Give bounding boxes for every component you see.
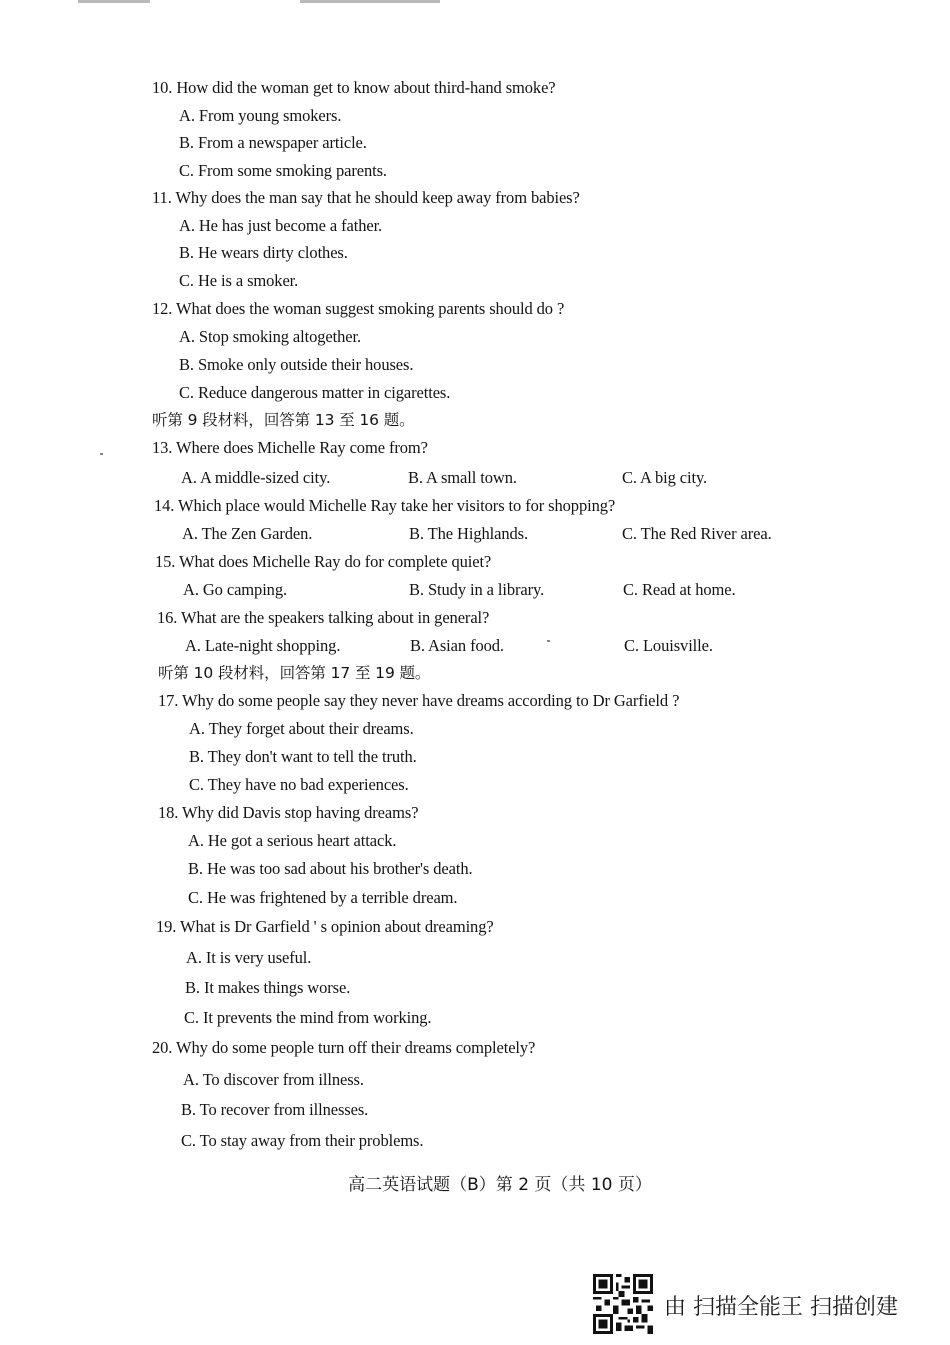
question-line: 10. How did the woman get to know about third-hand smoke? [152,78,556,97]
question-line: C. He was frightened by a terrible dream. [188,888,458,907]
section-instruction: 听第 10 段材料，回答第 17 至 19 题。 [158,664,431,682]
question-line: B. Asian food. [410,636,504,655]
page-footer: 高二英语试题（B）第 2 页（共 10 页） [348,1175,652,1195]
question-line: C. Reduce dangerous matter in cigarettes. [179,383,451,402]
scan-speck [547,640,550,642]
question-line: B. Smoke only outside their houses. [179,355,414,374]
question-line: 15. What does Michelle Ray do for complete quiet? [155,552,492,571]
scan-artifact-top-left [78,0,150,3]
question-line: C. Louisville. [624,636,713,655]
question-line: B. A small town. [408,468,517,487]
question-line: C. To stay away from their problems. [181,1131,424,1150]
question-line: A. He has just become a father. [179,216,383,235]
question-line: B. From a newspaper article. [179,133,367,152]
question-line: A. A middle-sized city. [181,468,331,487]
question-line: A. They forget about their dreams. [189,719,414,738]
question-line: A. From young smokers. [179,106,342,125]
question-line: B. It makes things worse. [185,978,351,997]
scan-artifact-top-center [300,0,440,3]
question-line: C. A big city. [622,468,708,487]
question-line: 20. Why do some people turn off their dreams completely? [152,1038,536,1057]
question-line: 11. Why does the man say that he should keep away from babies? [152,188,580,207]
question-line: 12. What does the woman suggest smoking parents should do ? [152,299,565,318]
question-line: C. It prevents the mind from working. [184,1008,432,1027]
question-line: B. Study in a library. [409,580,545,599]
question-line: A. Stop smoking altogether. [179,327,361,346]
question-line: C. The Red River area. [622,524,772,543]
question-line: A. The Zen Garden. [182,524,313,543]
qr-code-icon [592,1274,654,1334]
question-line: 18. Why did Davis stop having dreams? [158,803,419,822]
question-line: B. To recover from illnesses. [181,1100,369,1119]
question-line: A. Go camping. [183,580,287,599]
question-line: 14. Which place would Michelle Ray take her visitors to for shopping? [154,496,616,515]
question-line: A. He got a serious heart attack. [188,831,397,850]
question-line: C. They have no bad experiences. [189,775,409,794]
question-line: B. They don't want to tell the truth. [189,747,417,766]
question-line: C. From some smoking parents. [179,161,387,180]
question-line: B. He wears dirty clothes. [179,243,348,262]
question-line: C. He is a smoker. [179,271,299,290]
section-instruction: 听第 9 段材料，回答第 13 至 16 题。 [152,411,415,429]
question-line: B. The Highlands. [409,524,528,543]
question-line: C. Read at home. [623,580,736,599]
question-line: 13. Where does Michelle Ray come from? [152,438,428,457]
question-line: A. It is very useful. [186,948,312,967]
scanner-watermark: 由 扫描全能王 扫描创建 [664,1295,898,1320]
question-line: A. Late-night shopping. [185,636,341,655]
question-line: 17. Why do some people say they never have dreams according to Dr Garfield ? [158,691,680,710]
question-line: B. He was too sad about his brother's death. [188,859,473,878]
question-line: 19. What is Dr Garfield ' s opinion about dreaming? [156,917,494,936]
question-line: A. To discover from illness. [183,1070,364,1089]
scan-speck [100,453,103,455]
question-line: 16. What are the speakers talking about in general? [157,608,490,627]
